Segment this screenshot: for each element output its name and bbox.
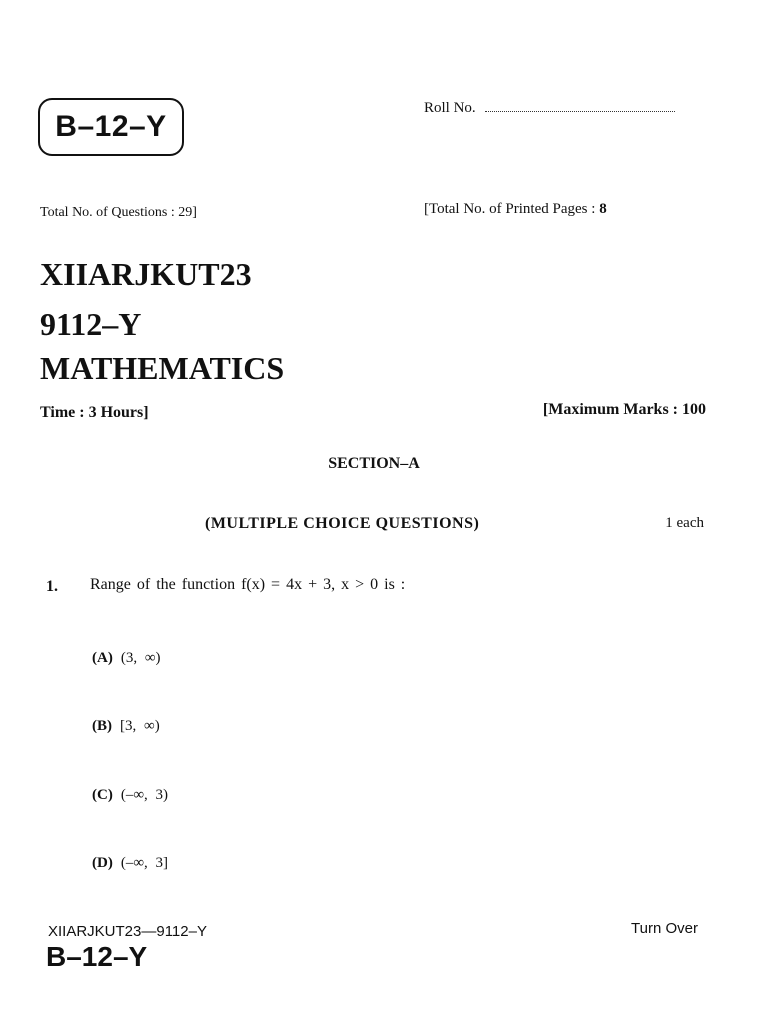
time-allowed: Time : 3 Hours] [40,404,149,421]
question-text: Range of the function f(x) = 4x + 3, x > 0 is : [90,576,406,593]
option-label: (A) [92,650,113,666]
paper-number: 9112–Y [40,306,142,342]
option-text: (–∞, 3] [120,855,169,871]
total-pages-label: [Total No. of Printed Pages : [424,201,596,217]
total-questions: Total No. of Questions : 29] [40,205,197,220]
exam-code: XIIARJKUT23 [40,256,252,292]
marks-each: 1 each [665,515,704,531]
subject-title: MATHEMATICS [40,350,285,386]
option-label: (B) [92,718,112,734]
footer-paper-code: B–12–Y [46,941,148,972]
option-b [92,718,160,735]
option-label: (D) [92,855,113,871]
total-pages-value: 8 [599,201,607,217]
total-pages [424,201,607,218]
option-text: (3, ∞) [120,650,161,666]
roll-label: Roll No. [424,100,476,116]
section-subtitle: (MULTIPLE CHOICE QUESTIONS) [205,515,480,532]
option-d [92,855,168,872]
option-c [92,787,168,804]
option-text: [3, ∞) [120,718,160,734]
option-label: (C) [92,787,113,803]
option-a [92,650,161,667]
section-title: SECTION–A [328,455,420,472]
maximum-marks: [Maximum Marks : 100 [542,401,706,418]
question-number: 1. [46,578,58,595]
option-text: (–∞, 3) [120,787,169,803]
paper-code-box: B–12–Y [38,98,184,156]
turn-over-text: Turn Over [631,920,698,937]
roll-dotted-line [485,111,675,112]
footer-code: XIIARJKUT23—9112–Y [48,923,207,940]
roll-number-field [424,100,675,117]
